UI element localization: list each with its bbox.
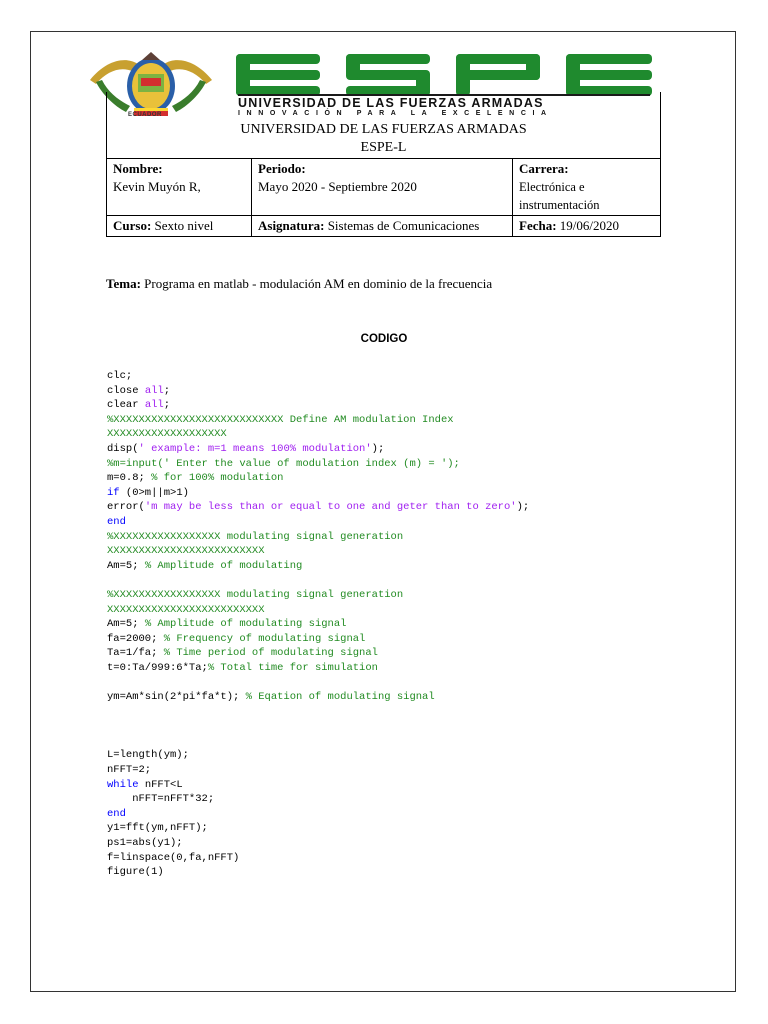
code-token: 'm may be less than or equal to one and geter than to zero' [144,501,517,514]
code-token: ; [163,384,171,397]
carrera-label: Carrera: [519,161,569,176]
code-line [107,573,529,588]
curso-cell [107,216,252,237]
code-token: end [107,807,126,820]
asignatura-label: Asignatura: [258,218,325,233]
curso-value: Sexto nivel [151,218,214,233]
code-token: clc; [107,370,133,382]
code-line [107,661,529,676]
code-token: Ta=1/fa; [107,647,164,660]
code-token: all [144,399,164,412]
code-token: % Eqation of modulating signal [245,691,435,704]
crest-caption: ECUADOR [128,112,162,118]
code-line [107,865,529,880]
code-line [107,588,529,603]
code-token: ); [371,442,385,455]
code-line [107,821,529,836]
code-token: figure(1) [107,866,164,879]
topic-value: Programa en matlab - modulación AM en dominio de la frecuencia [140,276,493,291]
code-line [107,719,529,734]
curso-label: Curso: [113,218,152,233]
periodo-value: Mayo 2020 - Septiembre 2020 [258,179,417,194]
code-line [107,544,529,559]
code-line [107,675,529,690]
nombre-value: Kevin Muyón R, [113,179,201,194]
code-token: % Amplitude of modulating signal [144,618,347,631]
periodo-cell [252,159,513,216]
brand-name: UNIVERSIDAD DE LAS FUERZAS ARMADAS [238,96,544,110]
fecha-label: Fecha: [519,218,557,233]
code-line [107,778,529,793]
code-token: XXXXXXXXXXXXXXXXXXX [107,428,227,441]
code-token: % Time period of modulating signal [163,647,378,660]
code-token: % Total time for simulation [207,661,378,674]
code-token: ym=Am*sin(2*pi*fa*t); [107,691,246,704]
info-table [107,159,660,236]
code-token: nFFT<L [144,778,183,791]
code-line [107,413,529,428]
code-line [107,690,529,705]
code-token: %m=input(' Enter the value of modulation index (m) = '); [107,457,460,470]
code-line [107,559,529,574]
code-line [107,603,529,618]
code-token: disp( [107,442,139,455]
code-token: while [107,778,145,791]
code-line [107,486,529,501]
code-token: ps1=abs(y1); [107,837,183,849]
code-token: %XXXXXXXXXXXXXXXXXXXXXXXXXXX Define AM modulation Index [107,413,454,426]
code-token: % Frequency of modulating signal [163,632,366,645]
carrera-cell [513,159,661,216]
topic-label: Tema: [106,276,141,291]
code-token: error( [107,501,145,514]
code-line [107,515,529,530]
code-token: Am=5; [107,618,145,631]
code-token: m=0.8; [107,472,152,485]
code-token: XXXXXXXXXXXXXXXXXXXXXXXXX [107,603,265,616]
code-token: ); [516,501,530,514]
code-token: nFFT=nFFT*32; [107,793,215,806]
code-line [107,442,529,457]
university-title: UNIVERSIDAD DE LAS FUERZAS ARMADAS [240,122,527,137]
code-token: t=0:Ta/999:6*Ta; [107,661,208,674]
code-line [107,705,529,720]
brand-slogan: INNOVACIÓN PARA LA EXCELENCIA [238,110,553,117]
code-token: end [107,515,126,528]
carrera-value: Electrónica e instrumentación [519,180,600,212]
code-token: if [107,486,126,499]
info-row [107,159,660,216]
code-line [107,851,529,866]
code-line [107,617,529,632]
code-line [107,807,529,822]
code-line [107,734,529,749]
info-row [107,216,660,237]
code-line [107,427,529,442]
code-line [107,369,529,384]
code-token: % for 100% modulation [151,472,284,485]
asignatura-value: Sistemas de Comunicaciones [324,218,480,233]
nombre-label: Nombre: [113,161,163,176]
campus-title: ESPE-L [360,140,407,155]
topic-line [106,276,492,292]
code-line [107,632,529,647]
nombre-cell [107,159,252,216]
code-line [107,384,529,399]
code-token: clear [107,399,145,412]
periodo-label: Periodo: [258,161,306,176]
fecha-cell [513,216,661,237]
code-token: nFFT=2; [107,764,152,777]
code-token: ' example: m=1 means 100% modulation' [138,442,372,455]
code-line [107,500,529,515]
code-token: all [144,384,164,397]
code-token: f=linspace(0,fa,nFFT) [107,851,240,864]
code-block [107,369,529,880]
code-token: Am=5; [107,559,145,572]
code-token: fa=2000; [107,632,164,645]
code-token: % Amplitude of modulating [144,559,303,572]
code-token: close [107,384,145,397]
code-token: (0>m||m>1) [125,486,189,499]
code-line [107,457,529,472]
code-token: ; [163,399,171,412]
code-line [107,398,529,413]
code-line [107,792,529,807]
code-line [107,646,529,661]
code-line [107,530,529,545]
code-line [107,763,529,778]
code-token: XXXXXXXXXXXXXXXXXXXXXXXXX [107,545,265,558]
fecha-value: 19/06/2020 [556,218,620,233]
code-line [107,748,529,763]
code-token: %XXXXXXXXXXXXXXXXX modulating signal generation [107,530,404,543]
code-line [107,471,529,486]
code-token: L=length(ym); [107,749,189,762]
student-info-box [106,92,661,237]
asignatura-cell [252,216,513,237]
code-line [107,836,529,851]
code-token: %XXXXXXXXXXXXXXXXX modulating signal generation [107,588,404,601]
info-header [107,92,660,159]
code-token: y1=fft(ym,nFFT); [107,822,208,835]
code-heading: CODIGO [360,333,408,345]
